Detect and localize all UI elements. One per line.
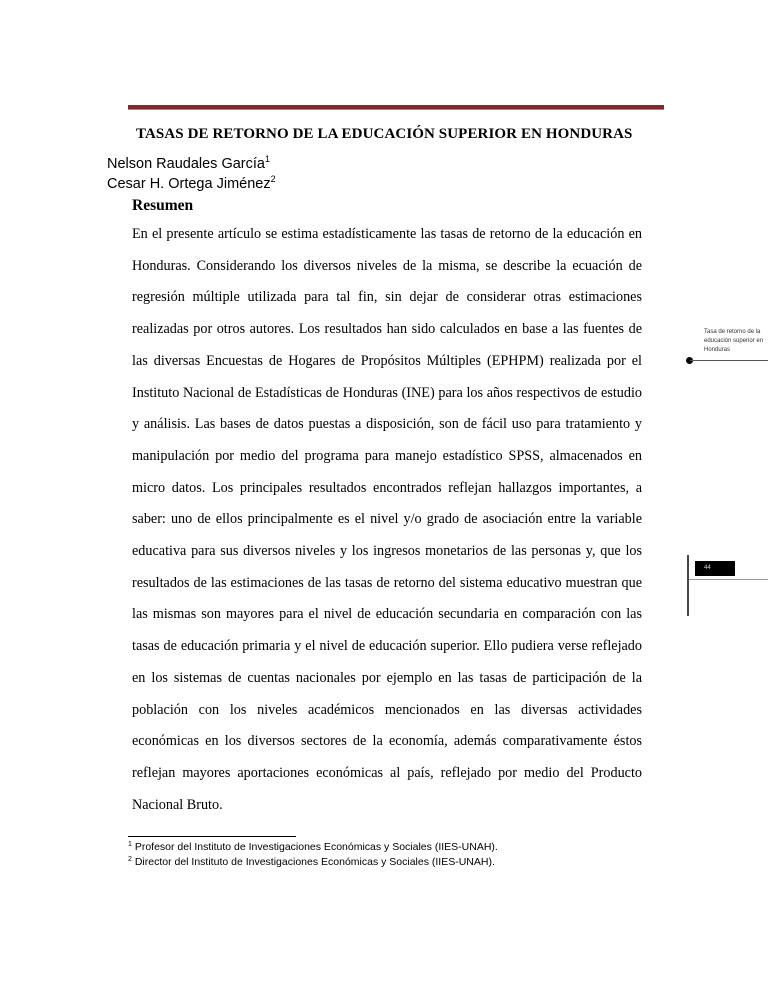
page-number: 44 (695, 561, 735, 576)
footnote-mark: 2 (128, 856, 132, 863)
footnote-text: Profesor del Instituto de Investigaciones Económicas y Sociales (IIES-UNAH). (134, 841, 498, 853)
author (107, 154, 276, 174)
page-number-divider (689, 579, 768, 580)
side-running-title: Tasa de retorno de la educación superior en Honduras (704, 329, 764, 353)
footnote-mark: 1 (264, 154, 270, 164)
author-name: Cesar H. Ortega Jiménez (107, 176, 271, 192)
footnote (128, 855, 498, 870)
footnote-rule (128, 836, 296, 837)
author (107, 174, 276, 194)
footnotes (128, 840, 498, 870)
page-number-bar (687, 555, 689, 616)
abstract-text: En el presente artículo se estima estadísticamente las tasas de retorno de la educación en Honduras. Considerando los diversos niveles de la misma, se describe la ecuación de regresión múltiple utilizada para tal fin, sin dejar de considerar otras estimaciones realizadas por otros autores. Los resultados han sido calculados en base a las fuentes de las diversas Encuestas de Hogares de Propósitos Múltiples (EPHPM) realizada por el Instituto Nacional de Estadísticas de Honduras (INE) para los años respectivos de estudio y análisis. Las bases de datos puestas a disposición, son de fácil uso para tratamiento y manipulación por medio del programa para manejo estadístico SPSS, almacenados en micro datos. Los principales resultados encontrados reflejan hallazgos importantes, a saber: uno de ellos principalmente es el nivel y/o grado de asociación entre la variable educativa para sus diversos niveles y los ingresos monetarios de las personas y, que los resultados de las estimaciones de las tasas de retorno del sistema educativo muestran que las mismas son mayores para el nivel de educación secundaria en comparación con las tasas de educación primaria y el nivel de educación superior. Ello pudiera verse reflejado en los sistemas de cuentas nacionales por ejemplo en las tasas de participación de la población con los niveles académicos mencionados en las diversas actividades económicas en los diversos sectores de la economía, además comparativamente éstos reflejan mayores aportaciones económicas al país, reflejado por medio del Producto Nacional Bruto. (132, 226, 642, 813)
author-name: Nelson Raudales García (107, 156, 265, 172)
footnote-mark: 2 (270, 174, 276, 184)
page-title: TASAS DE RETORNO DE LA EDUCACIÓN SUPERIOR EN HONDURAS (136, 126, 633, 142)
footnote (128, 840, 498, 855)
authors (107, 154, 276, 194)
footnote-mark: 1 (128, 841, 132, 848)
side-divider (690, 360, 768, 361)
abstract-heading: Resumen (132, 197, 194, 214)
header-rule (128, 105, 664, 110)
footnote-text: Director del Instituto de Investigaciones Económicas y Sociales (IIES-UNAH). (134, 856, 495, 868)
